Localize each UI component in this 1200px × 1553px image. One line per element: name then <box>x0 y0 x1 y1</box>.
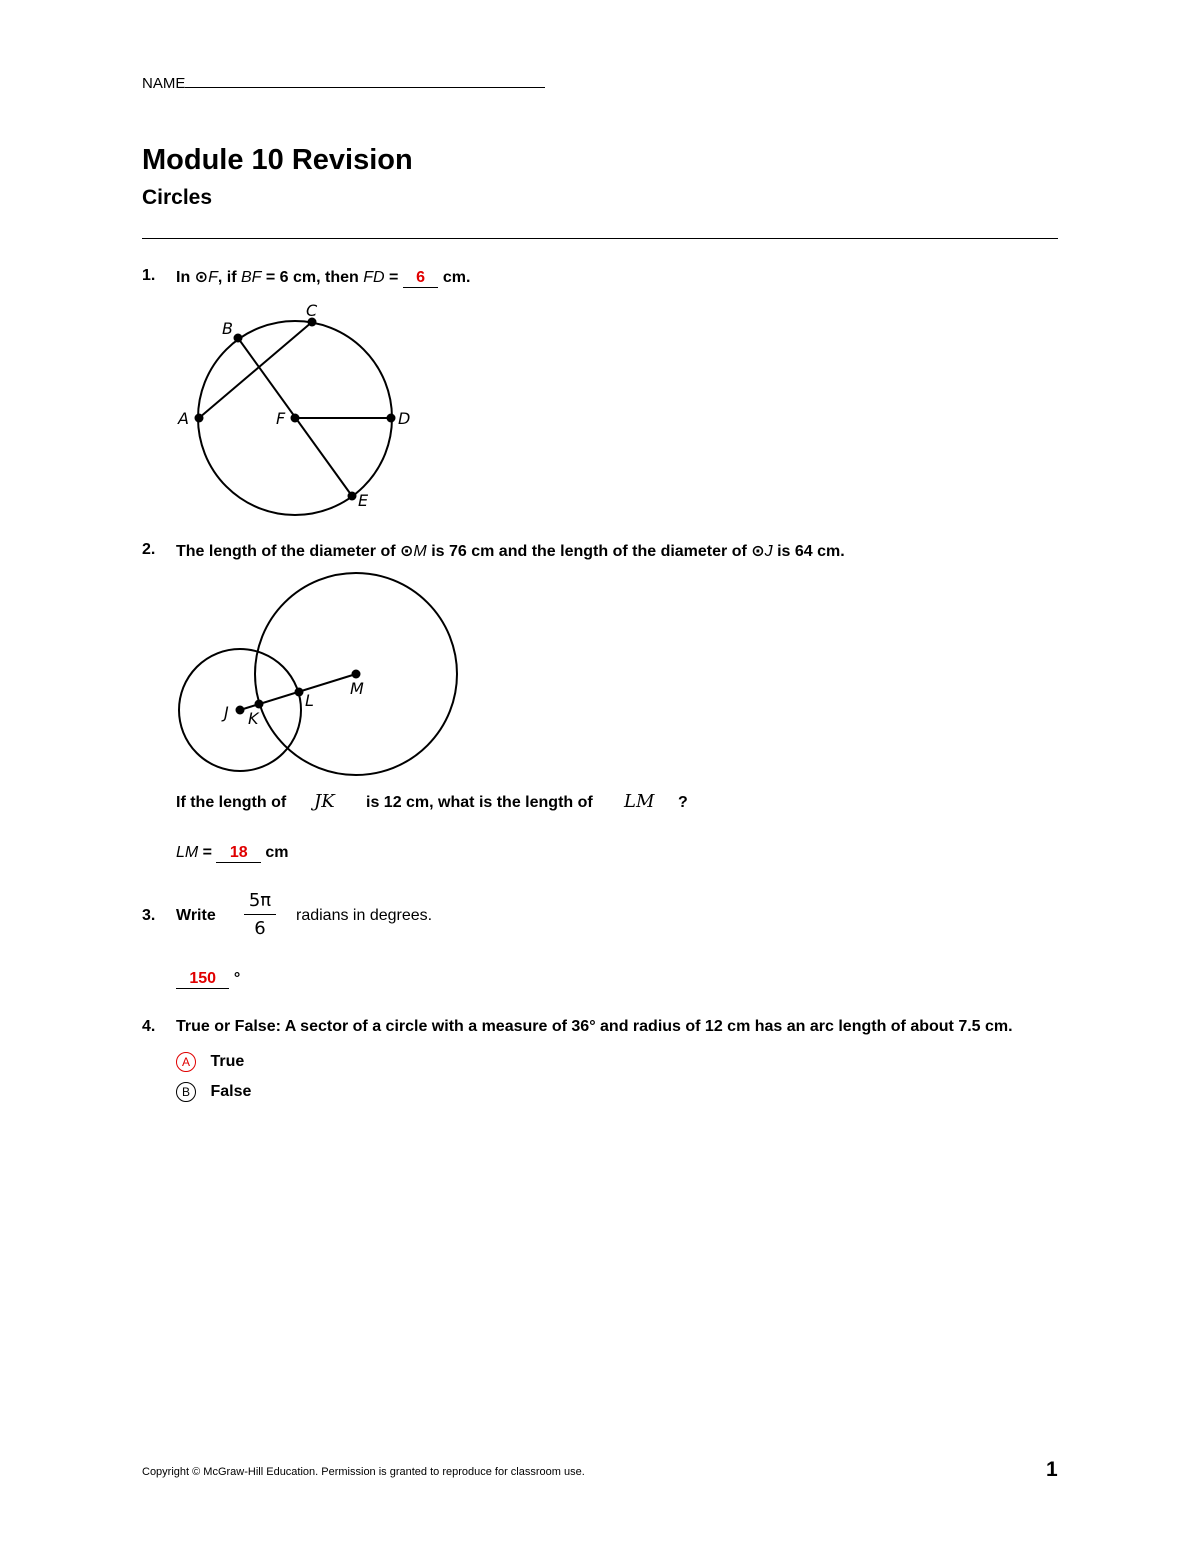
title-divider <box>142 238 1058 239</box>
q2-answer: 18 <box>229 844 248 861</box>
q2-answer-line: LM = 18 cm <box>176 844 289 861</box>
q2-followup-c: ? <box>678 794 688 811</box>
q1-number: 1. <box>142 267 156 284</box>
choice-a-circle-icon: A <box>176 1052 196 1072</box>
point-f <box>291 414 300 423</box>
label-e: E <box>358 491 369 510</box>
q3-text-b: radians in degrees. <box>296 907 433 924</box>
label-k: K <box>248 709 259 728</box>
point-d <box>387 414 396 423</box>
q4-choice-a[interactable] <box>176 1052 244 1072</box>
q2-segment-lm: LM <box>624 791 655 812</box>
point-m <box>352 670 361 679</box>
q4-choice-b[interactable] <box>176 1082 251 1102</box>
point-j <box>236 706 245 715</box>
q3-fraction <box>244 890 276 939</box>
q3-answer: 150 <box>189 970 217 987</box>
chord-ac <box>199 322 312 418</box>
name-field[interactable] <box>142 72 545 92</box>
copyright-footer: Copyright © McGraw-Hill Education. Permission is granted to reproduce for classroom use. <box>142 1466 585 1478</box>
point-a <box>195 414 204 423</box>
label-m: M <box>350 679 364 698</box>
q2-followup-b: is 12 cm, what is the length of <box>366 794 593 811</box>
q3-number: 3. <box>142 907 156 924</box>
q2-number: 2. <box>142 541 156 558</box>
name-label: NAME <box>142 75 186 92</box>
q4-number: 4. <box>142 1018 156 1035</box>
q3-answer-line: 150 ° <box>176 970 240 989</box>
q1-answer-blank[interactable] <box>403 269 439 288</box>
label-a: A <box>178 409 189 428</box>
q3-text-a: Write <box>176 907 216 924</box>
page-title: Module 10 Revision <box>142 144 413 176</box>
q2-segment-jk: JK <box>314 791 335 812</box>
choice-a-label: True <box>210 1053 245 1071</box>
choice-b-circle-icon: B <box>176 1082 196 1102</box>
label-d: D <box>398 409 411 428</box>
q3-answer-blank[interactable] <box>176 970 229 989</box>
q2-circles-diagram <box>170 566 470 782</box>
point-e <box>348 492 357 501</box>
q3-numerator: 5π <box>248 890 272 911</box>
page-number: 1 <box>1046 1458 1058 1481</box>
point-l <box>295 688 304 697</box>
label-l: L <box>305 691 314 710</box>
label-c: C <box>306 301 318 320</box>
q1-text: In ⊙F, if BF = 6 cm, then FD = 6 cm. <box>176 269 471 286</box>
point-b <box>234 334 243 343</box>
q1-answer: 6 <box>416 269 426 286</box>
name-blank-line[interactable] <box>185 72 545 88</box>
page-subtitle: Circles <box>142 186 213 209</box>
q2-followup-a: If the length of <box>176 794 287 811</box>
q3-denominator: 6 <box>254 918 266 939</box>
q1-circle-diagram <box>170 296 420 526</box>
point-k <box>255 700 264 709</box>
label-f: F <box>276 409 286 428</box>
q2-text: The length of the diameter of ⊙M is 76 cm and the length of the diameter of ⊙J is 64 cm. <box>176 543 845 560</box>
label-j: J <box>224 703 229 722</box>
choice-b-label: False <box>210 1083 252 1101</box>
label-b: B <box>222 319 233 338</box>
q2-answer-blank[interactable] <box>216 844 260 863</box>
q4-text: True or False: A sector of a circle with a measure of 36° and radius of 12 cm has an arc length of about 7.5 cm. <box>176 1018 1013 1035</box>
